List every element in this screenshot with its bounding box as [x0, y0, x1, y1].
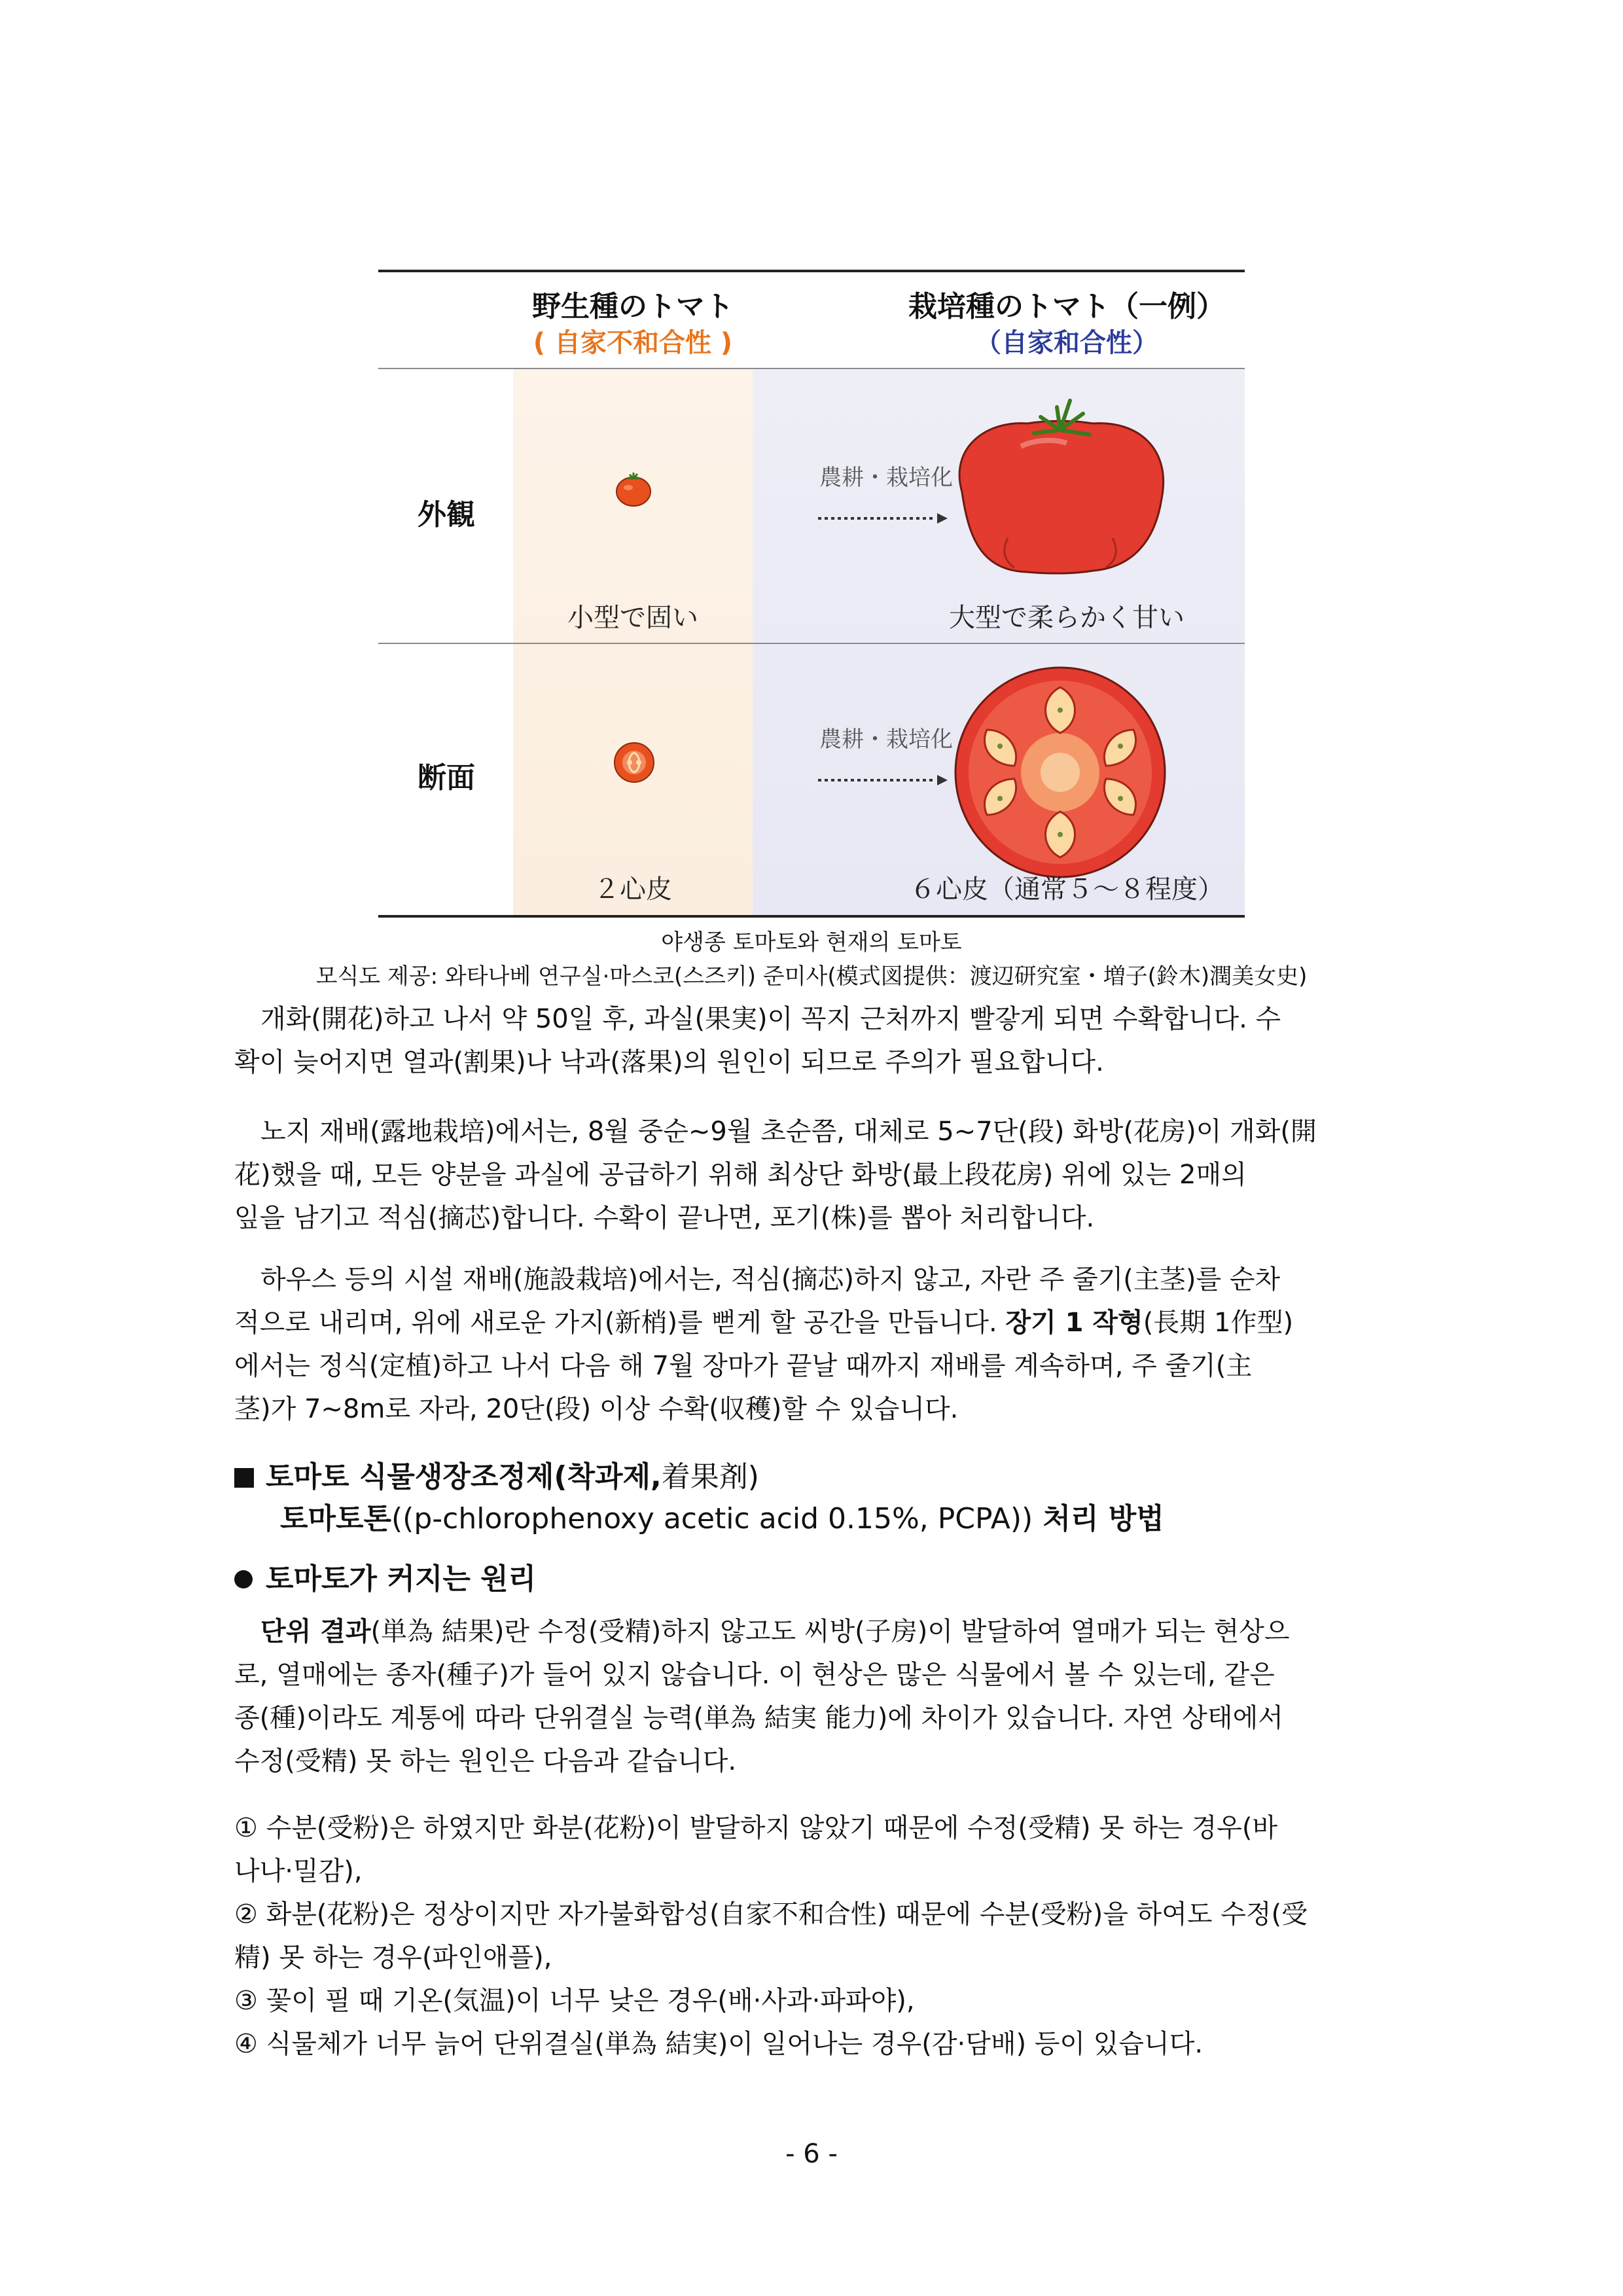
caption-2-carpels: ２心皮 [594, 874, 672, 905]
list-item: 나나·밀감), [234, 1856, 363, 1886]
text-line: 종(種)이라도 계통에 따라 단위결실 능력(単為 結実 能力)에 차이가 있습니다. 자연 상태에서 [234, 1703, 1283, 1733]
list-item: ④ 식물체가 너무 늙어 단위결실(単為 結実)이 일어나는 경우(감·담배) 등이 있습니다. [234, 2029, 1204, 2059]
text-line: 잎을 남기고 적심(摘芯)합니다. 수확이 끝나면, 포기(株)를 뽑아 처리합니다. [234, 1203, 1095, 1233]
figure-middle-rule [378, 643, 1245, 644]
domestication-label-1: 農耕・栽培化 [819, 465, 953, 491]
figure-caption-credit: 모식도 제공: 와타나베 연구실·마스코(스즈키) 준미사(模式図提供：渡辺研究室・増子(鈴木)潤美女史) [315, 963, 1308, 990]
figure-bottom-rule [378, 915, 1245, 918]
wild-tomato-subtitle: ( 自家不和合性 ) [533, 328, 733, 358]
wild-tomato-title: 野生種のトマト [532, 290, 734, 323]
text-line [234, 1610, 1389, 1653]
term-parthenocarpy: 단위 결과 [260, 1617, 371, 1647]
list-item: ② 화분(花粉)은 정상이지만 자가불화합성(自家不和合性) 때문에 수분(受粉)을 하여도 수정(受 [234, 1899, 1308, 1929]
paragraph-greenhouse [234, 1258, 1389, 1431]
small-cross-section-icon [611, 740, 657, 785]
page-number: - 6 - [785, 2139, 838, 2169]
row-label-cross-section: 断面 [418, 761, 475, 795]
section-heading-growth-regulator [234, 1453, 759, 1495]
paragraph-open-field [234, 1110, 1389, 1240]
cultivated-tomato-title: 栽培種のトマト（一例） [908, 290, 1225, 323]
small-tomato-icon [614, 469, 653, 509]
list-item: ③ 꽃이 필 때 기온(気温)이 너무 낮은 경우(배·사과·파파야), [234, 1986, 915, 2016]
heading-text: 토마토 식물생장조정제(착과제, [266, 1460, 662, 1494]
term-long-term-cropping: 장기 1 작형 [1005, 1308, 1143, 1338]
section-heading-tomatotone [280, 1495, 1164, 1537]
text-segment: (長期 1作型) [1143, 1308, 1294, 1338]
list-item: ① 수분(受粉)은 하였지만 화분(花粉)이 발달하지 않았기 때문에 수정(受精) 못 하는 경우(바 [234, 1813, 1278, 1843]
text-segment: (単為 結果)란 수정(受精)하지 않고도 씨방(子房)이 발달하여 열매가 되는 현상으 [370, 1617, 1290, 1647]
text-line [234, 1301, 1389, 1344]
heading-text: 토마토가 커지는 원리 [266, 1562, 537, 1596]
large-tomato-icon [942, 387, 1178, 584]
heading-text-normal: ((p-chlorophenoxy acetic acid 0.15%, PCPA)) [391, 1502, 1033, 1535]
cultivated-tomato-subtitle: （自家和合性） [975, 328, 1158, 358]
caption-6-carpels: ６心皮（通常５～８程度） [910, 874, 1224, 905]
arrow-right-icon [818, 512, 949, 525]
arrow-right-icon [818, 774, 949, 787]
figure-header-rule [378, 368, 1245, 369]
tomato-comparison-figure [378, 270, 1245, 918]
heading-text: 토마토톤 [280, 1502, 392, 1535]
heading-text-normal: 着果剤) [661, 1460, 759, 1494]
wild-panel-background [513, 369, 753, 915]
causes-list [234, 1806, 1389, 2066]
text-line: 茎)가 7~8m로 자라, 20단(段) 이상 수확(収穫)할 수 있습니다. [234, 1394, 959, 1424]
caption-small-hard: 小型で固い [567, 603, 698, 633]
text-line: 하우스 등의 시설 재배(施設栽培)에서는, 적심(摘芯)하지 않고, 자란 주 줄기(主茎)를 순차 [260, 1265, 1281, 1295]
heading-text: 처리 방법 [1033, 1502, 1164, 1535]
text-segment: 적으로 내리며, 위에 새로운 가지(新梢)를 뻗게 할 공간을 만듭니다. [234, 1308, 1006, 1338]
row-label-appearance: 外観 [418, 498, 475, 531]
figure-top-rule [378, 270, 1245, 272]
text-line: 로, 열매에는 종자(種子)가 들어 있지 않습니다. 이 현상은 많은 식물에서 볼 수 있는데, 같은 [234, 1660, 1275, 1690]
list-item: 精) 못 하는 경우(파인애플), [234, 1943, 552, 1973]
caption-large-soft-sweet: 大型で柔らかく甘い [949, 603, 1185, 633]
text-line: 수정(受精) 못 하는 원인은 다음과 같습니다. [234, 1746, 737, 1776]
text-line: 개화(開花)하고 나서 약 50일 후, 과실(果実)이 꼭지 근처까지 빨갛게 되면 수확합니다. 수 [260, 1004, 1281, 1034]
text-line: 확이 늦어지면 열과(割果)나 낙과(落果)의 원인이 되므로 주의가 필요합니다. [234, 1047, 1104, 1077]
domestication-label-2: 農耕・栽培化 [819, 726, 953, 753]
figure-caption-title: 야생종 토마토와 현재의 토마토 [661, 929, 962, 956]
section-heading-principle [234, 1555, 536, 1597]
square-bullet-icon [234, 1468, 254, 1488]
circle-bullet-icon [234, 1570, 253, 1588]
text-line: 花)했을 때, 모든 양분을 과실에 공급하기 위해 최상단 화방(最上段花房) 위에 있는 2매의 [234, 1160, 1247, 1190]
text-line: 노지 재배(露地栽培)에서는, 8월 중순~9월 초순쯤, 대체로 5~7단(段) 화방(花房)이 개화(開 [260, 1117, 1317, 1147]
large-cross-section-icon [949, 661, 1171, 884]
paragraph-parthenocarpy [234, 1610, 1389, 1783]
paragraph-harvest [234, 997, 1389, 1084]
text-line: 에서는 정식(定植)하고 나서 다음 해 7월 장마가 끝날 때까지 재배를 계속하며, 주 줄기(主 [234, 1351, 1253, 1381]
